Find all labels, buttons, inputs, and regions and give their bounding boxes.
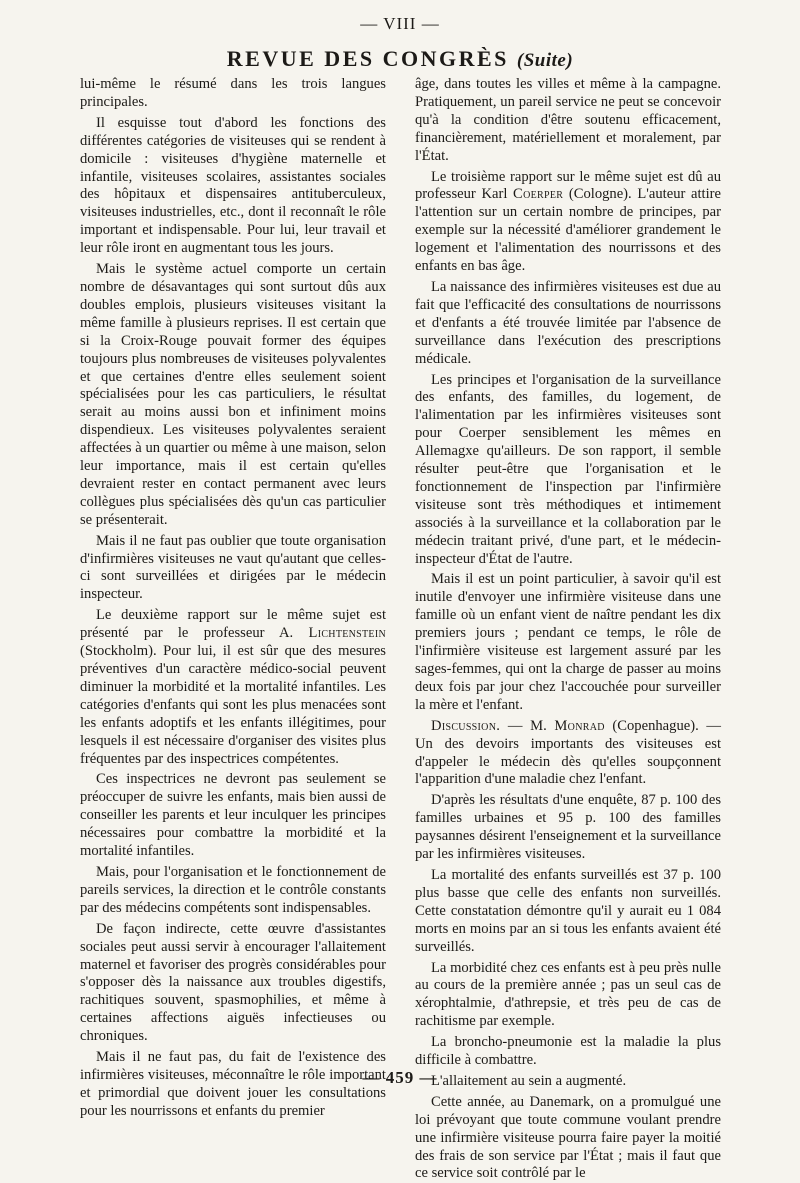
page-title (0, 46, 800, 72)
paragraph (415, 1034, 721, 1070)
small-caps-text: Lichtenstein (308, 625, 386, 642)
page-number: — 459 — (362, 1068, 438, 1087)
paragraph-text: lui-même le résumé dans les trois langues principales. (80, 76, 386, 110)
right-column (415, 76, 721, 1183)
paragraph (415, 571, 721, 714)
paragraph-text: La mortalité des enfants surveillés est 37 p. 100 plus basse que celle des enfants non surveillés. Cette constatation démontre qu'il y aurait eu 1 084 morts en moins par an si tous les enfants avaient été surveillés. (415, 866, 721, 955)
paragraph (80, 76, 386, 112)
paragraph-text: Ces inspectrices ne devront pas seulement se préoccuper de suivre les enfants, mais bien aussi de conseiller les parents et leur inculquer les principes nécessaires pour combattre la morbidité et la mortalité infantiles. (80, 771, 386, 860)
paragraph (80, 607, 386, 768)
small-caps-text: Monrad (554, 717, 605, 734)
journal-title: REVUE DES CONGRÈS (226, 46, 509, 71)
paragraph-text: Mais, pour l'organisation et le fonctionnement de pareils services, la direction et le contrôle constants par des médecins compétents sont indispensables. (80, 863, 386, 916)
paragraph-text: (Copenhague). — Un des devoirs importants des visiteuses est d'appeler le médecin dès qu'elles soupçonnent l'apparition d'une maladie chez l'enfant. (415, 717, 721, 788)
paragraph-text: L'allaitement au sein a augmenté. (431, 1072, 627, 1089)
paragraph (415, 76, 721, 166)
small-caps-text: Discussion. (431, 717, 501, 734)
paragraph-text: Mais il ne faut pas oublier que toute organisation d'infirmières visiteuses ne vaut qu'autant que celles-ci sont surveillées et dirigées par le médecin inspecteur. (80, 532, 386, 603)
paragraph-text: La broncho-pneumonie est la maladie la plus difficile à combattre. (415, 1034, 721, 1069)
paragraph (415, 718, 721, 790)
paragraph-text: Mais il ne faut pas, du fait de l'existence des infirmières visiteuses, méconnaître le rôle important et primordial que doivent jouer les consultations pour les nourrissons et enfants du premier (80, 1049, 386, 1119)
paragraph-text: Cette année, au Danemark, on a promulgué une loi prévoyant que toute commune voulant prendre une infirmière visiteuse pourra faire payer la moitié des frais de son service par l'État ; mais il faut que ce service soit contrôlé par le (415, 1093, 721, 1182)
paragraph-text: Les principes et l'organisation de la surveillance des enfants, des familles, du logement, de l'alimentation par les infirmières visiteuses sont pour Coerper sensiblement les mêmes en Allemagxe qu'ailleurs. De son rapport, il semble résulter peut-être que l'organisation et le fonctionnement de l'inspection par l'infirmière visiteuse sont très méthodiques et intimement associés à la surveillance et la collaboration par le médecin traitant privé, d'une part, et le médecin-inspecteur d'État de l'autre. (415, 371, 721, 567)
paragraph-text: (Stockholm). Pour lui, il est sûr que des mesures préventives d'un caractère médico-social peuvent diminuer la morbidité et la mortalité infantiles. Les catégories d'enfants qui sont les plus menacées sont les enfants adoptifs et les enfants illégitimes, pour lesquels il est nécessaire d'organiser des visites plus fréquentes par des inspectrices compétentes. (80, 643, 386, 767)
title-suffix: (Suite) (516, 50, 574, 71)
paragraph (415, 960, 721, 1032)
paragraph (415, 279, 721, 369)
paragraph (415, 867, 721, 957)
paragraph (80, 864, 386, 918)
section-number: — VIII — (360, 14, 440, 33)
paragraph (415, 1094, 721, 1183)
paragraph-text: (Cologne). L'auteur attire l'attention sur un certain nombre de principes, par exemple sur la nécessité d'améliorer grandement le logement et l'alimentation des nourrissons et des enfants en bas âge. (415, 186, 721, 275)
paragraph-text: Le troisième rapport sur le même sujet est dû au professeur Karl (415, 168, 721, 203)
paragraph-text: D'après les résultats d'une enquête, 87 p. 100 des familles urbaines et 95 p. 100 des familles paysannes désirent l'enseignement et la surveillance par les infirmières visiteuses. (415, 792, 721, 863)
paragraph-text: De façon indirecte, cette œuvre d'assistantes sociales peut aussi servir à encourager l'allaitement maternel et favoriser des progrès considérables pour s'opposer dès la naissance aux troubles digestifs, rachitiques souvent, spasmophilies, et même à certaines affections aiguës infectieuses ou chroniques. (80, 920, 386, 1045)
paragraph-text: Le deuxième rapport sur le même sujet est présenté par le professeur A. (80, 607, 386, 642)
paragraph (415, 372, 721, 569)
paragraph-text: âge, dans toutes les villes et même à la campagne. Pratiquement, un pareil service ne peut se concevoir qu'à la condition d'être soutenu efficacement, financièrement, matériellement et moralement, par l'État. (415, 76, 721, 164)
paragraph-text: Mais il est un point particulier, à savoir qu'il est inutile d'envoyer une infirmière visiteuse dans une famille où un enfant vient de naître pendant les dix premiers jours ; pendant ce temps, le rôle de l'infirmière visiteuse est largement assuré par les sages-femmes, qui ont la charge de passer au moins deux fois par jour chez l'accouchée pour surveiller la mère et l'enfant. (415, 571, 721, 713)
paragraph (80, 921, 386, 1046)
left-column (80, 76, 386, 1121)
paragraph (80, 533, 386, 605)
paragraph (80, 261, 386, 530)
paragraph-text: Il esquisse tout d'abord les fonctions des différentes catégories de visiteuses qui se rendent à domicile : visiteuses d'hygiène maternelle et infantile, visiteuses scolaires, assistantes sociales des hôpitaux et dispensaires antituberculeux, visiteuses industrielles, etc., dont il reconnaît le rôle important et indispensable. Pour lui, leur travail et leur rôle iront en augmentant tous les jours. (80, 114, 386, 257)
paragraph-text: — M. (500, 717, 555, 734)
paragraph (80, 115, 386, 258)
paragraph-text: La naissance des infirmières visiteuses est due au fait que l'efficacité des consultations de nourrissons et d'enfants a été trouvée limitée par l'absence de surveillance dans l'exécution des prescriptions médicale. (415, 278, 721, 367)
paragraph (415, 792, 721, 864)
small-caps-text: Coerper (513, 186, 564, 203)
paragraph-text: Mais le système actuel comporte un certain nombre de désavantages qui sont surtout dûs aux doubles emplois, plusieurs visiteuses visitant la même famille à plusieurs reprises. Il est certain que si la Croix-Rouge pouvait former des équipes toujours plus nombreuses de visiteuses polyvalentes et que certaines d'entre elles seulement soient spécialisées pour les cas particuliers, le résultat serait au moins aussi bon et infiniment moins dispendieux. Les visiteuses polyvalentes seraient affectées à un quartier ou même à une maison, selon leur importance, mais il est certain qu'elles devraient rester en contact permanent avec leurs collègues plus spécialisées dès qu'un cas particulier se présenterait. (80, 261, 386, 528)
paragraph (415, 169, 721, 276)
paragraph (80, 771, 386, 861)
paragraph-text: La morbidité chez ces enfants est à peu près nulle au cours de la première année ; pas un seul cas de xérophtalmie, d'athrepsie, et très peu de cas de rachitisme par exemple. (415, 959, 721, 1030)
